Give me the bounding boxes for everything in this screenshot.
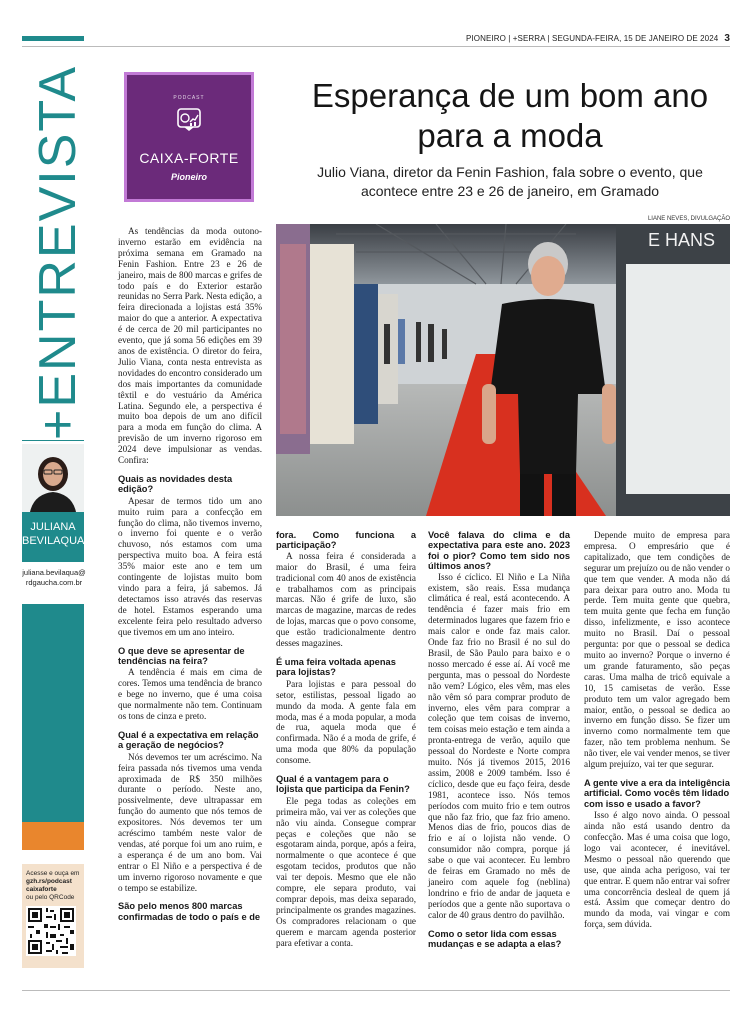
answer-9: Isso é algo novo ainda. O pessoal ainda não está usando dentro da confecção. Mas é uma coisa que logo, logo vai acontecer, é inevitável. Mesmo o pessoal não querendo que use, que ainda acha perigoso, vai ter que entrar. E quem não entrar vai sofrer uma concorrência desleal de quem já está. Assim que começar dentro do mundo da moda, vai vingar e com força, sem dúvida.: [584, 810, 730, 930]
author-portrait-icon: [22, 444, 84, 512]
photo-credit: LIANE NEVES, DIVULGAÇÃO: [647, 216, 730, 222]
answer-1: Apesar de termos tido um ano muito ruim para a confecção em função do clima, não tivemos inverno, o inverno foi quente e o verão chuvoso, nós estamos com uma perspectiva muito boa. A feira está 35% maior este ano e tem um contingente de lojistas muito bom vindo para a feira, já sabemos. Já detectamos isso através das reservas de hotel. Estamos esperando uma excelente feira pelo resultado adverso que tivemos em um ano inteiro.: [118, 495, 262, 637]
intro-paragraph: As tendências da moda outono-inverno estarão em evidência na próxima semana em Gramado na Fenin Fashion. Entre 23 e 26 de janeiro, mais de 800 marcas e grifes de todo país e do Exterior estarão reunidas no Serra Park. Nesta edição, a feira direcionada a lojistas está 35% maior do que a anterior. A expectativa é de cerca de 20 mil participantes no evento, que já soma 56 edições em 39 anos de existência. O diretor do feira, Julio Viana, conta nesta entrevista as novidades do encontro considerado um dos mais importantes da comunidade têxtil e do vestuário da América Latina. Segundo ele, a perspectiva é muito boa depois de um ano difícil para a moda em função do clima. A previsão de um inverno rigoroso em 2024 deve impulsionar as vendas. Confira:: [118, 226, 262, 466]
podcast-brand: Pioneiro: [170, 172, 207, 182]
section-label: +ENTREVISTA: [29, 64, 87, 440]
question-8: Como o setor lida com essas mudanças e se adapta a elas?: [428, 928, 562, 950]
qr-code-icon[interactable]: [26, 906, 76, 956]
footer-rule: [22, 990, 730, 991]
author-last-name: BEVILAQUA: [22, 535, 85, 547]
answer-4: A nossa feira é considerada a maior do Brasil, é uma feira tradicional com 40 anos de existência e trabalhamos com as principais marcas. Não é grife de luxo, são marcas de magazine, marcas de redes de lojas, marcas que o povo consome, que estão tradicionalmente dentro desses magazines.: [276, 550, 416, 649]
podcast-access-box: [22, 864, 84, 968]
page-folio: [466, 33, 730, 44]
answer-3: Nós devemos ter um acréscimo. Na feira passada nós tivemos uma venda aproximada de R$ 350 milhões durante o período. Neste ano, possivelmente, deve ultrapassar em função do aumento que nós temos de expositores. Nós devemos ter um acréscimo também neste valor de vendas, até porque foi um ano ruim, e a esperança é de um ano bom. Vai entrar o El Niño e a perspectiva é de um inverno rigoroso novamente e que o tempo se estabilize.: [118, 751, 262, 893]
deck: Julio Viana, diretor da Fenin Fashion, fala sobre o evento, que acontece entre 23 e 26 de janeiro, em Gramado: [317, 164, 703, 199]
sidebar-rule: [22, 440, 84, 441]
article-column-2: [276, 530, 416, 949]
article-column-4: [584, 530, 730, 930]
answer-5: Para lojistas e para pessoal do setor, estilistas, pessoal ligado ao mundo da moda. A gente fala em moda, mas é a moda popular, a moda de rua, aquela moda que é confirmada. Não é a moda de grife, é uma moda que 80% da população consome.: [276, 678, 416, 766]
question-3: Qual é a expectativa em relação a geração de negócios?: [118, 729, 259, 751]
photo-sign-text: E HANS: [648, 230, 716, 250]
answer-7: Isso é cíclico. El Niño e La Niña existem, são reais. Essa mudança climática é real, está acontecendo. A tendência é fazer mais frio em determinados lugares que fazem frio e mais calor e onde faz mais calor. Onde faz frio no Brasil é no sul do Brasil, de São Paulo para baixo e o nosso mercado é esse aí. Aí você me pergunta, mas o pessoal do Nordeste não vem? Lógico, eles vêm, mas eles não vêm só para comprar produto de inverno, eles vêm para comprar a coleção que tem coisas de inverno, tem coisas meio estação e tem ainda a pronta-entrega de verão, aquilo que pessoal do Nordeste e Norte compra muito. Nós já tivemos 2015, 2016 assim, 2008 e 2009 também. Isso é cíclico, desde que eu faço feira, desde 1981, acontece isso. Nós temos períodos com muito frio e tem outros que não faz frio, que faz frio ameno. Menos dias de frio, poucos dias de frio e aí o lojista não vende. O consumidor não compra, porque já sabe o que vai acontecer. Eu lembro de feiras em Gramado no mês de janeiro com aquele fog (neblina) londrino e frio de andar de jaqueta e períodos que a gente não suportava o calor de 40 graus dentro do pavilhão.: [428, 571, 570, 920]
article-column-3: [428, 530, 570, 950]
podcast-kicker: PODCAST: [173, 95, 205, 101]
qr-line-2[interactable]: gzh.rs/podcast caixaforte: [26, 878, 72, 893]
author-avatar: [22, 444, 84, 512]
folio-text: PIONEIRO | +SERRA | SEGUNDA-FEIRA, 15 DE JANEIRO DE 2024: [466, 34, 719, 43]
podcast-name: CAIXA-FORTE: [139, 150, 239, 166]
podcast-logo: [124, 72, 254, 202]
section-label-block: [20, 60, 86, 440]
answer-8: Depende muito de empresa para empresa. O empresário que é capitalizado, que tem condições de segurar um prejuízo ou de não vender o que tem que vender. A moda não dá para deixar para outro ano. Moda tu perde. Tem muita gente que quebra, tem muita gente que fecha em função disso, infelizmente, e isso acontece muito no Brasil. Daí o pessoal pergunta: por que o pessoal se dedica muito ao inverno? Porque o inverno é um grande faturamento, são peças caras. Uma malha de tricô equivale a 10, 15 camisetas de verão. Esse produto tem um valor agregado bem maior, então, o pessoal se dedica ao inverno em função disso. Se fizer um inverno como normalmente tem que fazer, não tem problema nenhum. Se não tiver, ele vai vender menos, se tiver algum prejuízo, vai ter que segurar.: [584, 530, 730, 770]
qr-line-3: ou pelo QRCode: [26, 894, 75, 901]
qr-line-1: Acesse e ouça em: [26, 870, 80, 877]
fair-hall-photo-icon: [276, 224, 730, 516]
question-9: A gente vive a era da inteligência artificial. Como vocês têm lidado com isso e usado a favor?: [584, 777, 730, 809]
question-7: Você falava do clima e da expectativa para este ano. 2023 foi o pior? Como tem sido nos últimos anos?: [428, 530, 570, 572]
question-1: Quais as novidades desta edição?: [118, 473, 233, 495]
answer-6: Ele pega todas as coleções em primeira mão, vai ver as coleções que não viu ainda. Consegue comprar peças e coleções que não se esgotaram ainda, porque, após a feira, normalmente o que acontece é que esgotam tecidos, produtos que não vai ter depois. Mesmo que ele não compre, ele separa produto, vai comprar depois, mas deixa separado, principalmente os grandes magazines. Os compradores relacionam o que querem e marcam agenda posterior para efetivar a conta.: [276, 795, 416, 948]
author-email[interactable]: juliana.bevilaqua@ rdgaucha.com.br: [22, 568, 86, 587]
author-first-name: JULIANA: [30, 521, 76, 533]
header-rule: [22, 46, 730, 47]
answer-2: A tendência é mais em cima de cores. Temos uma tendência de branco e bege no inverno, que é uma coisa que normalmente não tem. Continuam os tons de cinza e preto.: [118, 667, 262, 721]
headline: Esperança de um bom ano para a moda: [311, 77, 709, 154]
question-4: São pelo menos 800 marcas confirmadas de todo o país e de: [118, 901, 261, 922]
question-4-continued: fora. Como funciona a participação?: [276, 530, 416, 551]
header-accent-bar: [22, 36, 84, 41]
author-name-band: [22, 512, 84, 562]
sidebar-color-bar: [22, 604, 84, 822]
sidebar-orange-bar: [22, 822, 84, 850]
question-5: É uma feira voltada apenas para lojistas?: [276, 656, 396, 678]
article-column-1: [118, 226, 262, 923]
safe-chart-icon: [176, 107, 202, 133]
question-2: O que deve se apresentar de tendências na feira?: [118, 645, 245, 666]
question-6: Qual é a vantagem para o lojista que participa da Fenin?: [276, 774, 410, 795]
main-photo: [276, 224, 730, 516]
page-number: 3: [724, 33, 730, 44]
